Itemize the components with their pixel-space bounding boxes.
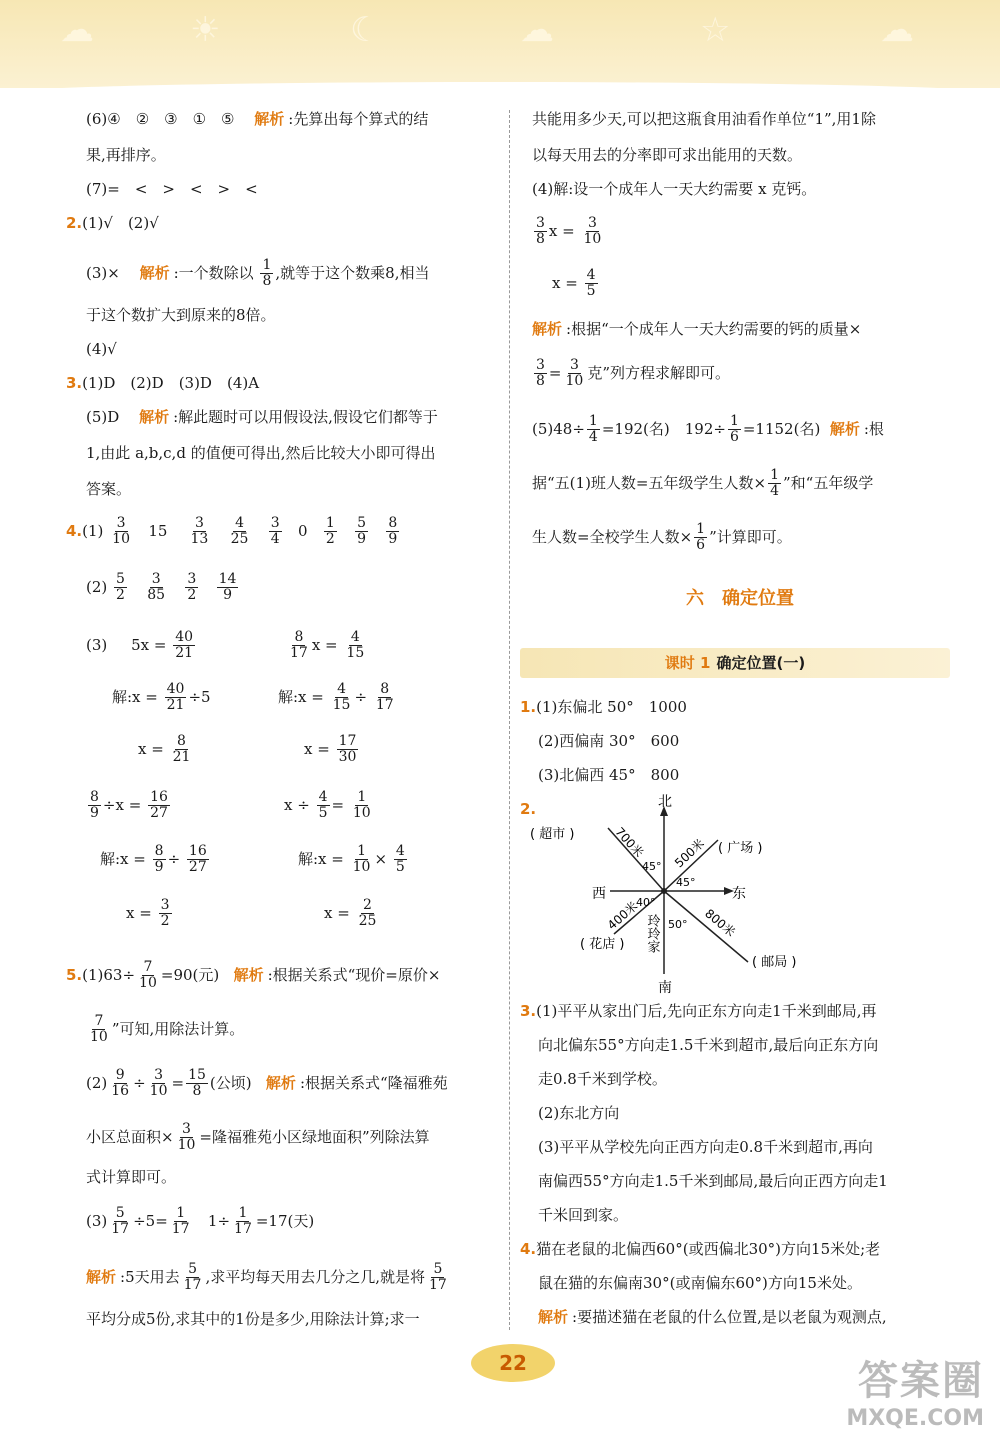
text: :先算出每个算式的结 [288, 110, 429, 128]
fraction: $\frac{1}{4}$ [770, 467, 779, 500]
label-500m: 500米 [672, 836, 708, 871]
answer-line: (2)西偏南 30° 600 [538, 732, 680, 750]
answer-line [112, 682, 211, 714]
answer-line [126, 898, 174, 930]
label-flower-shop: ( 花店 ) [580, 937, 625, 952]
answer-line [286, 630, 368, 662]
fraction: $\frac{5}{2}$ [116, 571, 125, 604]
text: (2) [86, 1073, 108, 1092]
fraction: $\frac{8}{21}$ [172, 733, 191, 766]
analysis-label: 解析 [254, 110, 285, 128]
answer-line [304, 734, 360, 766]
answer-line [532, 522, 792, 554]
answer-line [86, 1014, 244, 1046]
cloud-icon: ☁ [880, 10, 914, 50]
answer-line: 以每天用去的分率即可求出能用的天数。 [532, 146, 803, 164]
sun-icon: ☀ [190, 10, 221, 50]
answer-line [66, 516, 401, 548]
fraction: $\frac{3}{2}$ [187, 571, 197, 604]
fraction: $\frac{1}{8}$ [262, 257, 272, 290]
fraction: $\frac{7}{10}$ [90, 1013, 108, 1046]
label-post-office: ( 邮局 ) [752, 955, 797, 970]
watermark [846, 1349, 984, 1431]
fraction: $\frac{3}{85}$ [147, 571, 166, 604]
answer-line [520, 1242, 880, 1257]
answer-line: 南偏西55°方向走1.5千米到邮局,最后向正西方向走1 [538, 1172, 888, 1190]
text: ÷5 [188, 687, 211, 706]
fraction: $\frac{1}{4}$ [588, 413, 598, 446]
text: (1)63÷ [82, 965, 136, 984]
fraction: $\frac{9}{16}$ [111, 1067, 130, 1100]
text: =17(天) [255, 1211, 315, 1230]
cloud-icon: ☁ [60, 10, 94, 50]
fraction: $\frac{3}{2}$ [160, 897, 170, 930]
direction-diagram [520, 794, 820, 994]
text: = [171, 1073, 185, 1092]
fraction: $\frac{1}{17}$ [171, 1205, 190, 1238]
text: 解:x = [278, 687, 324, 706]
text: 解:x = [298, 849, 344, 868]
fraction: $\frac{40}{21}$ [166, 681, 185, 714]
fraction: $\frac{1}{17}$ [234, 1205, 252, 1238]
fraction: $\frac{3}{8}$ [536, 215, 545, 248]
label-square: ( 广场 ) [718, 841, 763, 856]
fraction: $\frac{5}{17}$ [429, 1261, 447, 1294]
answer-line [532, 216, 605, 248]
question-number: 1. [520, 698, 537, 716]
angle-label: 45° [642, 860, 662, 873]
section-title: 六 确定位置 [686, 588, 794, 609]
text: (1)√ (2)√ [82, 214, 159, 232]
angle-label: 50° [668, 918, 688, 931]
answer-line [86, 1206, 314, 1238]
text: x = [138, 739, 164, 758]
text: ÷ [133, 1073, 146, 1092]
fraction: $\frac{17}{30}$ [338, 733, 357, 766]
analysis-label: 解析 [532, 320, 563, 338]
fraction: $\frac{1}{10}$ [352, 843, 371, 876]
answer-line: 于这个数扩大到原来的8倍。 [86, 306, 276, 324]
answer-line [86, 630, 197, 662]
fraction: $\frac{2}{25}$ [358, 897, 377, 930]
text: 生人数=全校学生人数× [532, 527, 693, 546]
text: = [548, 363, 562, 382]
fraction: $\frac{1}{10}$ [352, 789, 371, 822]
text: x = [304, 739, 330, 758]
answer-line: (3)北偏西 45° 800 [538, 766, 680, 784]
answer-line [86, 790, 172, 822]
answer-line [552, 268, 600, 300]
text: x = [324, 903, 350, 922]
text: 5x = [131, 635, 167, 654]
text: :根据关系式“隆福雅苑 [299, 1073, 448, 1092]
label-south: 南 [658, 980, 672, 994]
center-point [661, 888, 667, 894]
text: ,就等于这个数乘8,相当 [275, 263, 430, 282]
label-700m: 700米 [612, 824, 647, 861]
answer-line [284, 790, 375, 822]
answer-line: (7)= < > < > < [86, 180, 258, 198]
text: ÷ [354, 687, 368, 706]
analysis-label: 解析 [139, 263, 170, 282]
text: =1152(名) [742, 419, 821, 438]
answer-line [520, 700, 687, 715]
fraction: $\frac{3}{13}$ [190, 515, 209, 548]
answer-line [86, 410, 438, 425]
answer-line: (2)东北方向 [538, 1104, 620, 1122]
angle-label: 45° [676, 876, 696, 889]
analysis-label: 解析 [265, 1073, 296, 1092]
answer-line [66, 216, 159, 231]
text: 小区总面积× [86, 1127, 174, 1146]
answer-line: (3)平平从学校先向正西方向走0.8千米到超市,再向 [538, 1138, 873, 1156]
answer-line: (4)解:设一个成年人一天大约需要 x 克钙。 [532, 180, 817, 198]
analysis-label: 解析 [538, 1308, 569, 1326]
label-north: 北 [658, 794, 672, 810]
fraction: $\frac{7}{10}$ [139, 959, 157, 992]
text: =隆福雅苑小区绿地面积”列除法算 [199, 1127, 430, 1146]
text: ÷ [102, 795, 116, 814]
fraction: $\frac{4}{25}$ [230, 515, 249, 548]
text: 据“五(1)班人数=五年级学生人数× [532, 473, 767, 492]
analysis-label: 解析 [86, 1267, 117, 1286]
fraction: $\frac{8}{9}$ [154, 843, 164, 876]
answer-line [324, 898, 380, 930]
fraction: $\frac{1}{2}$ [325, 515, 335, 548]
label-west: 西 [592, 886, 606, 902]
text: :根据关系式“现价=原价× [267, 965, 441, 984]
answer-line [86, 258, 429, 290]
answer-line [100, 844, 211, 876]
answer-line [278, 682, 398, 714]
fraction: $\frac{8}{17}$ [375, 681, 394, 714]
header-banner [0, 0, 1000, 88]
answer-line [298, 844, 409, 876]
fraction: $\frac{1}{6}$ [729, 413, 739, 446]
moon-icon: ☾ [350, 10, 381, 50]
text: (3) [86, 635, 108, 654]
text: x = [126, 903, 152, 922]
label-east: 东 [732, 886, 746, 902]
page-number: 22 [471, 1344, 555, 1382]
fraction: $\frac{3}{10}$ [177, 1121, 196, 1154]
cloud-icon: ☁ [520, 10, 554, 50]
question-number: 2. [520, 800, 537, 818]
analysis-label: 解析 [829, 419, 860, 438]
text: (公顷) [209, 1073, 252, 1092]
answer-line: 1,由此 a,b,c,d 的值便可得出,然后比较大小即可得出 [86, 444, 436, 462]
fraction: $\frac{14}{9}$ [218, 571, 237, 604]
answer-line: (4)√ [86, 340, 117, 358]
text: (2) [86, 577, 108, 596]
answer-line [86, 112, 428, 127]
answer-line [86, 1068, 448, 1100]
fraction: $\frac{4}{15}$ [332, 681, 351, 714]
text: × [374, 849, 388, 868]
text: x = [115, 795, 142, 814]
analysis-label: 解析 [139, 408, 170, 426]
answer-line [66, 960, 440, 992]
fraction: $\frac{4}{5}$ [586, 267, 596, 300]
lesson-number: 课时 1 [664, 654, 711, 672]
question-number: 4. [520, 1240, 537, 1258]
fraction: $\frac{1}{6}$ [696, 521, 706, 554]
text: ÷5= [133, 1211, 168, 1230]
fraction: $\frac{5}{9}$ [357, 515, 367, 548]
answer-line [520, 1004, 876, 1019]
label-supermarket: ( 超市 ) [530, 827, 575, 842]
text: (1)平平从家出门后,先向正东方向走1千米到邮局,再 [536, 1002, 877, 1020]
text: :解此题时可以用假设法,假设它们都等于 [173, 408, 438, 426]
answer-line [86, 1122, 430, 1154]
text: 解:x = [112, 687, 158, 706]
text: (5)D [86, 408, 120, 426]
label-center: 玲玲家 [644, 914, 660, 953]
fraction: $\frac{4}{15}$ [346, 629, 365, 662]
text: x = [552, 273, 578, 292]
text: 1÷ [207, 1211, 231, 1230]
label-800m: 800米 [702, 906, 738, 940]
question-number: 5. [66, 965, 83, 984]
lesson-title: 确定位置(一) [716, 654, 806, 672]
question-number: 4. [66, 521, 83, 540]
answer-line [532, 468, 873, 500]
fraction: $\frac{8}{17}$ [290, 629, 308, 662]
text: x ÷ [284, 795, 310, 814]
fraction: $\frac{3}{4}$ [270, 515, 280, 548]
answer-line [138, 734, 194, 766]
answer-line [86, 572, 240, 604]
answer-line [66, 376, 259, 391]
text: 猫在老鼠的北偏西60°(或西偏北30°)方向15米处;老 [536, 1240, 881, 1258]
text: = [331, 795, 345, 814]
angle-label: 40° [636, 896, 656, 909]
text: (3)× [86, 263, 120, 282]
text: (1) [82, 521, 104, 540]
answer-line: 平均分成5份,求其中的1份是多少,用除法计算;求一 [86, 1310, 420, 1328]
text: 0 [298, 521, 308, 540]
text: (3) [86, 1211, 108, 1230]
fraction: $\frac{3}{10}$ [583, 215, 602, 248]
text: =192(名) 192÷ [601, 419, 726, 438]
answer-line: 千米回到家。 [538, 1206, 629, 1224]
text: :一个数除以 [173, 263, 254, 282]
answer-line: 果,再排序。 [86, 146, 166, 164]
fraction: $\frac{16}{27}$ [150, 789, 168, 822]
fraction: $\frac{8}{9}$ [90, 789, 99, 822]
answer-line [532, 414, 884, 446]
fraction: $\frac{4}{5}$ [395, 843, 405, 876]
text: (1)D (2)D (3)D (4)A [82, 374, 260, 392]
question-number: 3. [520, 1002, 537, 1020]
fraction: $\frac{15}{8}$ [188, 1067, 206, 1100]
answer-line: 向北偏东55°方向走1.5千米到超市,最后向正东方向 [538, 1036, 879, 1054]
text: x = [548, 221, 575, 240]
fraction: $\frac{5}{17}$ [183, 1261, 202, 1294]
answer-line [532, 322, 861, 337]
column-divider [509, 110, 510, 1330]
text: ”和“五年级学 [782, 473, 874, 492]
question-number: 2. [66, 214, 83, 232]
text: :根 [863, 419, 884, 438]
lesson-header [520, 648, 950, 678]
text: :5天用去 [120, 1267, 180, 1286]
question-number: 3. [66, 374, 83, 392]
text: 15 [148, 521, 168, 540]
text: ”可知,用除法计算。 [111, 1019, 245, 1038]
fraction: $\frac{5}{17}$ [111, 1205, 130, 1238]
fraction: $\frac{40}{21}$ [175, 629, 194, 662]
text: ÷ [167, 849, 181, 868]
fraction: $\frac{4}{5}$ [318, 789, 328, 822]
text: 解:x = [100, 849, 146, 868]
watermark-logo: 答案圈 [858, 1358, 984, 1404]
answer-line [538, 1310, 887, 1325]
fraction: $\frac{8}{9}$ [388, 515, 398, 548]
text: (5)48÷ [532, 419, 585, 438]
fraction: $\frac{3}{8}$ [536, 357, 545, 390]
star-icon: ☆ [700, 10, 731, 50]
answer-line: 鼠在猫的东偏南30°(或南偏东60°)方向15米处。 [538, 1274, 862, 1292]
answer-line: 答案。 [86, 480, 132, 498]
text: =90(元) [160, 965, 220, 984]
answer-line: 式计算即可。 [86, 1168, 177, 1186]
text: x = [311, 635, 338, 654]
text: ”计算即可。 [709, 527, 792, 546]
text: (1)东偏北 50° 1000 [536, 698, 687, 716]
fraction: $\frac{16}{27}$ [188, 843, 207, 876]
watermark-url: MXQE.COM [846, 1406, 984, 1431]
text: ,求平均每天用去几分之几,就是将 [205, 1267, 425, 1286]
text: :要描述猫在老鼠的什么位置,是以老鼠为观测点, [572, 1308, 887, 1326]
answer-line: 走0.8千米到学校。 [538, 1070, 667, 1088]
answer-line [532, 358, 730, 390]
analysis-label: 解析 [233, 965, 264, 984]
text: :根据“一个成年人一天大约需要的钙的质量× [566, 320, 862, 338]
label-400m: 400米 [604, 899, 641, 933]
text: 克”列方程求解即可。 [587, 363, 730, 382]
fraction: $\frac{3}{10}$ [565, 357, 584, 390]
text: (6)④ ② ③ ① ⑤ [86, 110, 235, 128]
fraction: $\frac{3}{10}$ [149, 1067, 168, 1100]
answer-line [86, 1262, 451, 1294]
fraction: $\frac{3}{10}$ [112, 515, 130, 548]
answer-line: 共能用多少天,可以把这瓶食用油看作单位“1”,用1除 [532, 110, 876, 128]
